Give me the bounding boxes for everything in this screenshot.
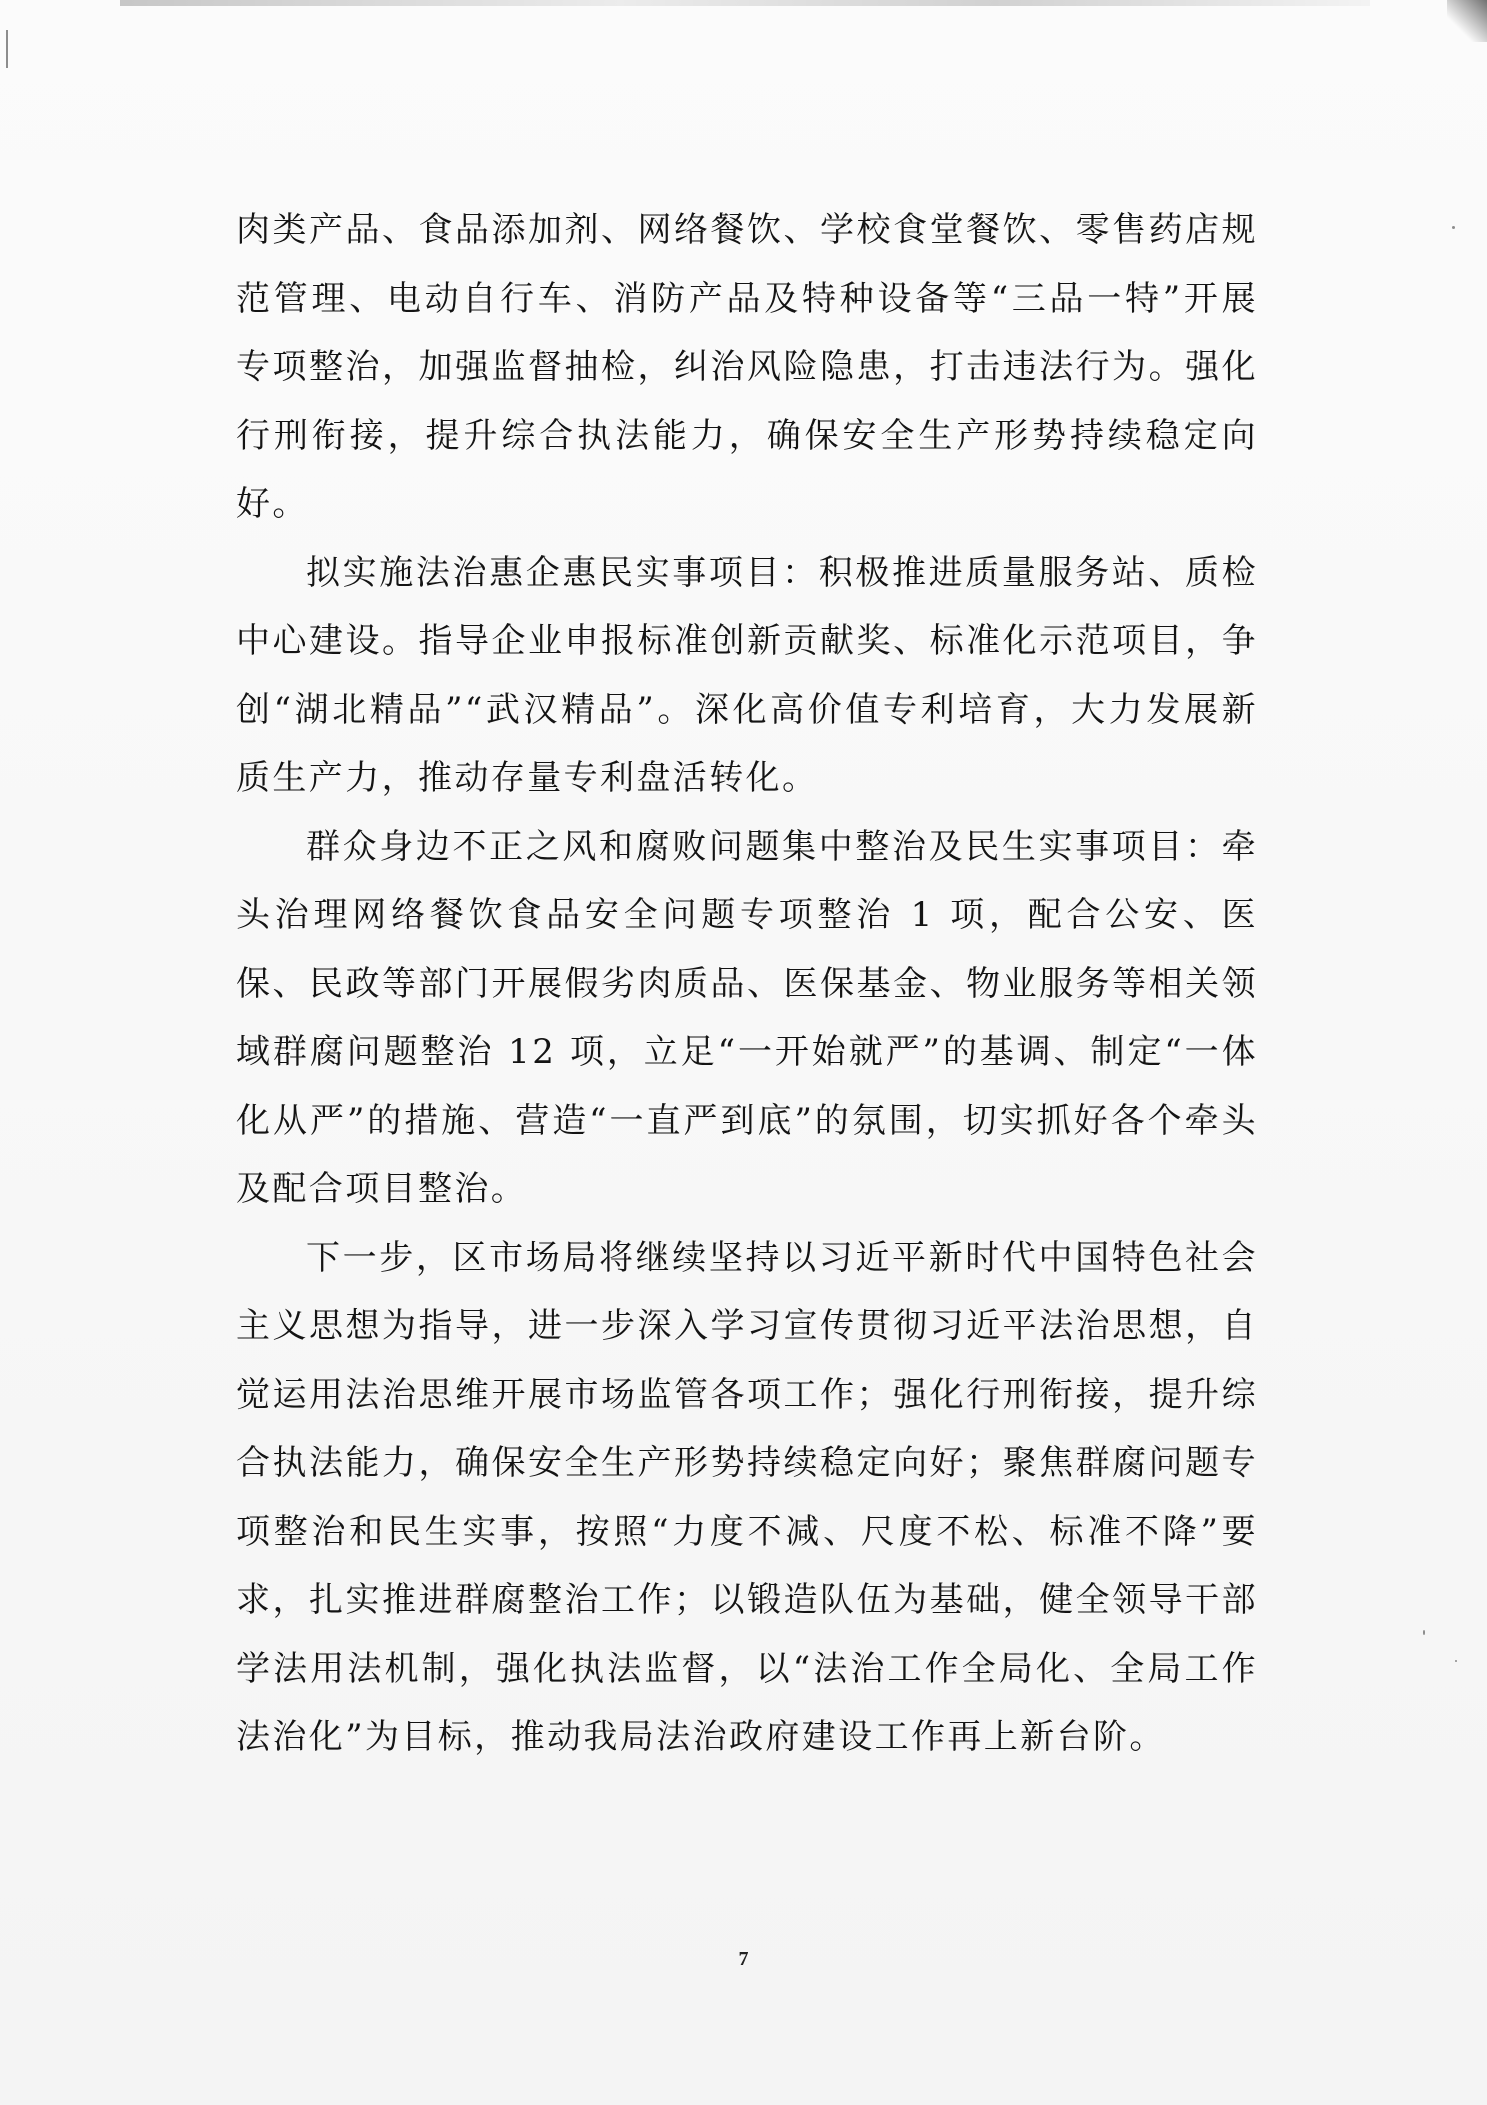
paragraph-rectification-projects: 群众身边不正之风和腐败问题集中整治及民生实事项目：牵头治理网络餐饮食品安全问题专项整治 1 项，配合公安、医保、民政等部门开展假劣肉质品、医保基金、物业服务等相关领域群腐问题整治 12 项，立足“一开始就严”的基调、制定“一体化从严”的措施、营造“一直严到底”的氛围，切实抓好各个牵头及配合项目整治。 bbox=[236, 826, 1258, 1209]
scan-corner-shadow bbox=[1447, 0, 1487, 42]
paragraph-continued: 肉类产品、食品添加剂、网络餐饮、学校食堂餐饮、零售药店规范管理、电动自行车、消防产品及特种设备等“三品一特”开展专项整治，加强监督抽检，纠治风险隐患，打击违法行为。强化行刑衔接，提升综合执法能力，确保安全生产形势持续稳定向好。 bbox=[236, 210, 1258, 524]
scan-margin-mark bbox=[6, 30, 8, 68]
scan-speck bbox=[1455, 1660, 1457, 1662]
paragraph-benefit-projects: 拟实施法治惠企惠民实事项目：积极推进质量服务站、质检中心建设。指导企业申报标准创新贡献奖、标准化示范项目，争创“湖北精品”“武汉精品”。深化高价值专利培育，大力发展新质生产力，推动存量专利盘活转化。 bbox=[236, 552, 1258, 798]
scan-speck bbox=[1452, 226, 1455, 229]
paragraph-next-steps: 下一步，区市场局将继续坚持以习近平新时代中国特色社会主义思想为指导，进一步深入学习宣传贯彻习近平法治思想，自觉运用法治思维开展市场监管各项工作；强化行刑衔接，提升综合执法能力，确保安全生产形势持续稳定向好；聚焦群腐问题专项整治和民生实事，按照“力度不减、尺度不松、标准不降”要求，扎实推进群腐整治工作；以锻造队伍为基础，健全领导干部学法用法机制，强化执法监督，以“法治工作全局化、全局工作法治化”为目标，推动我局法治政府建设工作再上新台阶。 bbox=[236, 1237, 1258, 1757]
scan-speck bbox=[1423, 1630, 1425, 1635]
scan-top-edge-shadow bbox=[120, 0, 1370, 6]
page-number: 7 bbox=[738, 1948, 749, 1970]
body-text bbox=[236, 196, 1258, 1772]
